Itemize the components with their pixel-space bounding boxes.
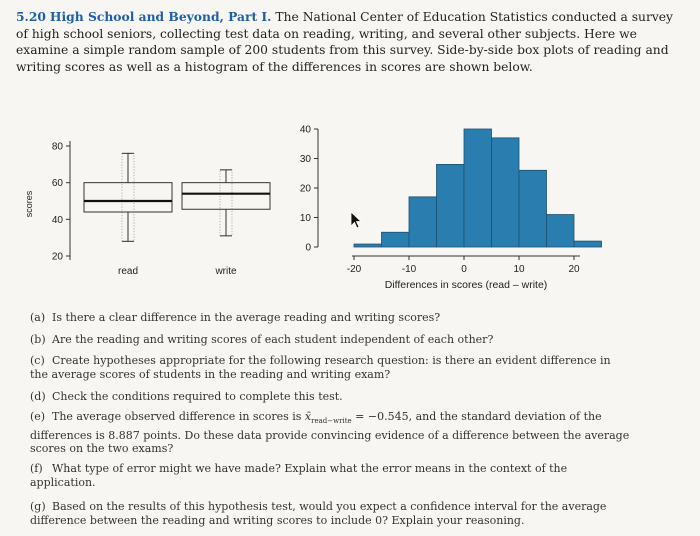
- histogram-bar: [409, 197, 437, 247]
- question-label: (g): [30, 500, 46, 513]
- question-text: Is there a clear difference in the average reading and writing scores?: [52, 311, 441, 324]
- hist-y-tick-label: 30: [299, 154, 311, 165]
- histogram: [300, 125, 602, 292]
- question-label: (e): [30, 410, 46, 423]
- box-y-tick-label: 20: [51, 251, 63, 263]
- hist-x-tick-label: 0: [461, 264, 467, 275]
- hist-y-tick-label: 20: [299, 183, 311, 195]
- question-item: [30, 311, 630, 325]
- question-text-continued: = −0.545, and the standard deviation of the differences is 8.887 points. Do these data provide convincing evidence of a difference between the average scores on the two exams?: [30, 410, 630, 456]
- question-label: (f): [30, 462, 43, 475]
- problem-text: The National Center of Education Statistics conducted a survey of high school seniors, collecting test data on reading, writing, and several other subjects. Here we examine a simple random sample of 200 students from this survey. Side-by-side box plots of reading and writing scores as well as a histogram of the differences in scores are shown below.: [16, 10, 673, 74]
- question-label: (b): [30, 333, 46, 346]
- mean-symbol: x̄: [304, 410, 312, 423]
- histogram-bar: [354, 244, 382, 247]
- histogram-bar: [464, 129, 492, 247]
- question-item: [30, 354, 630, 381]
- histogram-bar: [437, 164, 465, 247]
- question-text: Based on the results of this hypothesis test, would you expect a confidence interval for the average difference between the reading and writing scores to include 0? Explain your reasoning.: [30, 500, 607, 527]
- hist-x-tick-label: -10: [401, 264, 417, 275]
- cursor-icon: [351, 212, 361, 228]
- mean-subscript: read−write: [311, 417, 352, 426]
- question-item: [30, 500, 630, 527]
- hist-x-tick-label: -20: [346, 264, 362, 275]
- box-plot: [24, 141, 270, 277]
- question-item: [30, 462, 630, 489]
- hist-y-tick-label: 0: [305, 242, 311, 254]
- question-text: Check the conditions required to complete this test.: [52, 390, 343, 403]
- question-text: Are the reading and writing scores of each student independent of each other?: [52, 333, 494, 346]
- question-text: What type of error might we have made? Explain what the error means in the context of the application.: [30, 462, 568, 489]
- histogram-bar: [519, 170, 547, 247]
- question-label: (c): [30, 354, 45, 367]
- hist-y-tick-label: 10: [299, 213, 311, 224]
- question-text: Create hypotheses appropriate for the following research question: is there an evident difference in the average scores of students in the reading and writing exam?: [30, 354, 611, 381]
- problem-number: 5.20: [16, 9, 46, 24]
- box-category-label: read: [117, 266, 139, 277]
- question-label: (d): [30, 390, 46, 403]
- hist-x-tick-label: 10: [513, 264, 525, 275]
- question-item: [30, 390, 630, 404]
- box-iqr: [182, 183, 270, 210]
- histogram-bar: [547, 215, 575, 247]
- question-item: [30, 410, 630, 456]
- box-y-label: scores: [24, 190, 34, 218]
- question-item: [30, 333, 630, 347]
- histogram-bar: [382, 232, 410, 247]
- problem-title: High School and Beyond, Part I.: [49, 9, 272, 24]
- question-text: The average observed difference in scores is: [52, 410, 305, 423]
- histogram-bar: [492, 138, 520, 247]
- box-y-tick-label: 80: [51, 141, 63, 153]
- hist-x-tick-label: 20: [568, 264, 580, 275]
- hist-x-label: Differences in scores (read – write): [384, 279, 548, 291]
- histogram-bar: [574, 241, 602, 247]
- hist-y-tick-label: 40: [299, 124, 311, 136]
- box-y-tick-label: 40: [51, 214, 63, 226]
- box-iqr: [84, 183, 172, 212]
- box-y-tick-label: 60: [51, 178, 63, 190]
- box-category-label: write: [215, 266, 237, 277]
- question-label: (a): [30, 311, 46, 324]
